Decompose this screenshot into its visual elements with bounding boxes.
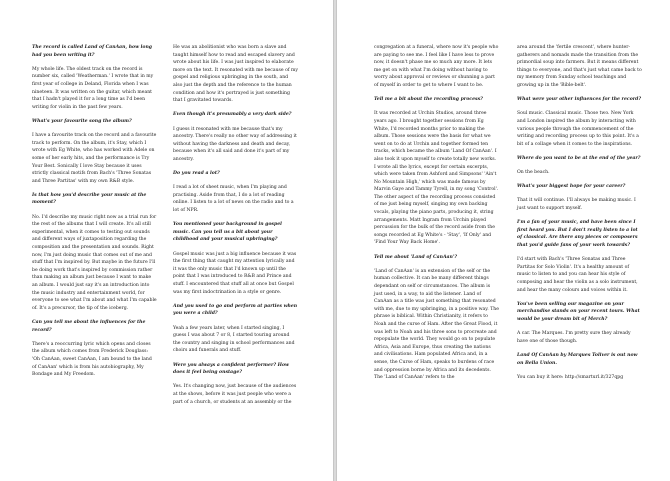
column-4 <box>517 44 642 388</box>
interview-answer: It was recorded at Urchin Studios, around three years ago. I brought together sessions from Eg White, I'd recorded months prior to making the album. Those sessions were the basis for what we went on to do at Urchin and together formed ten tracks, which became the album 'Land Of CanAan'. I also took it upon myself to create totally new works. I wrote all the lyrics, except for certain excerpts, which were taken from Ashford and Simpsons' 'Ain't No Mountain High,' which was made famous by Marvin Gaye and Tammy Tyrell, in my song 'Control'. The other aspect of the recording process consisted of me just being myself, singing my own backing vocals, playing the piano parts, producing it, string arrangements. Matt Ingram from Urchin played percussion for the bulk of the record aside from the songs recorded at Eg White's - 'Stay', 'If Only' and 'Find Your Way Back Home'. <box>374 111 499 246</box>
interview-answer: There's a reoccurring lyric which opens and closes the album which comes from Frederick Douglass: 'Oh CanAan, sweet CanAan, I am bound to the land of CanAan' which is from his autobiography, My Bondage and My Freedom. <box>32 341 152 378</box>
column-3 <box>374 44 499 388</box>
interview-answer: He was an abolitionist who was born a slave and taught himself how to read and escaped slavery and wrote about his life. I was just inspired to elaborate more on the text. It resonated with me because of my gospel and religious upbringing in the south, and also just the depth and the reference to the human condition and how it's portrayed is just something that I gravitated towards. <box>173 45 298 104</box>
interview-question: And you used to go and perform at parties when you were a child? <box>173 303 298 317</box>
interview-answer: No. I'd describe my music right now as a trial run for the rest of the albums that I will create. It's all still experimental, when it comes to testing out sounds and different ways of juxtaposition regarding the composition and the presentation and sounds. Right now, I'm just doing music that comes out of me and stuff that I'm inspired by. But maybe in the future I'll be doing work that's inspired by commission rather than making an album just because I want to make an album. I would just say it's an introduction into the music industry and entertainment world, for everyone to see what I'm about and what I'm capable of. It's a precursor, the tip of the iceberg. <box>32 214 157 311</box>
interview-question: Tell me about 'Land of CanAan'? <box>374 254 457 260</box>
interview-answer: Gospel music was just a big influence because it was the first thing that caught my attention lyrically and it was the only music that I'd known up until the point that I was introduced to R&B and Prince and stuff. I encountered that stuff all at once but Gospel was my first indoctrination in a style or genre. <box>173 251 297 295</box>
interview-answer: I read a lot of sheet music, when I'm playing and practising. Aside from that, I do a lot of reading online. I listen to a lot of news on the radio and to a lot of NPR. <box>173 185 294 214</box>
interview-question: What's your favourite song the album? <box>32 118 132 124</box>
left-page <box>0 0 333 481</box>
interview-question: What's your biggest hope for your career? <box>517 184 626 190</box>
interview-question: You mentioned your background in gospel music. Can you tell us a bit about your childhood and your musical upbringing? <box>173 222 282 243</box>
interview-question: Can you tell me about the influences for the record? <box>32 319 146 333</box>
interview-answer: congregation at a funeral, where now it's people who are paying to see me. I feel like I have less to prove now, it doesn't phase me so much any more. It lets me get on with what I'm doing without having to worry about approval or reviews or shunning a part of myself in order to get to where I want to be. <box>374 45 499 88</box>
column-1 <box>32 44 157 385</box>
column-2 <box>173 44 298 413</box>
interview-answer: That it will continue. I'll always be making music. I just want to support myself. <box>517 198 636 212</box>
interview-answer: My whole life. The oldest track on the record is number six, called 'Weatherman.' I wrote that in my first year of college in Deland, Florida when I was nineteen. It was written on the guitar, which meant that I hadn't played it for a long time as I'd been writing for violin in the past few years. <box>32 66 154 110</box>
interview-answer: A car. The Marques. I'm pretty sure they already have one of those though. <box>517 331 631 344</box>
interview-question: I'm a fan of your music, and have been since I first heard you. But I don't really listen to a lot of classical. Are there any pieces or composers that you'd guide fans of your work towards? <box>517 220 638 249</box>
interview-answer: I have a favourite track on the record and a favourite track to perform. On the album, it's Stay, which I wrote with Eg White, who has worked with Adele on some of her early hits, and the performance is Try Your Best. Sonically I love Stay because it uses strictly classical motifs from Bach's 'Three Sonatas and Three Partitas' with my own R&B style. <box>32 133 157 184</box>
interview-answer: Yeah a few years later, when I started singing, I guess I was about 7 or 8, I started touring around the country and singing in school performances and choirs and funerals and stuff. <box>173 325 295 354</box>
interview-question: What were your other influences for the record? <box>517 97 642 103</box>
interview-answer: 'Land of CanAan' is an extension of the self or the human collective. It can be many different things dependant on self or circumstances. The album is just used, in a way, to aid the listener. Land of CanAan as a title was just something that resonated with me, due to my upbringing, in a positive way. The phrase is biblical. Within Christianity, it refers to Noah and the curse of Ham. After the Great Flood, it was left to Noah and his three sons to procreate and repopulate the world. They would go on to populate Africa, Asia and Europe, thus creating the nations and civilisations. Ham populated Africa and, in a sense, the Curse of Ham, speaks to burdens of race and oppression borne by Africa and its decedents. The 'Land of CanAan' refers to the <box>374 268 499 381</box>
interview-answer: On the beach. <box>517 170 550 176</box>
interview-question: Is that how you'd describe your music at the moment? <box>32 192 147 206</box>
interview-question: Tell me a bit about the recording process? <box>374 97 483 103</box>
interview-question: The record is called Land of CanAan, how long had you been writing it? <box>32 45 153 58</box>
interview-answer: I guess it resonated with me because that's my ancestry. There's really no other way of addressing it without having the darkness and death and decay, because when it's all said and done it's part of my ancestry. <box>173 126 297 162</box>
interview-question: Do you read a lot? <box>173 171 220 177</box>
interview-answer: area around the 'fertile crescent', where hunter-gatherers and nomads made the transition from the primordial soup into farmers. But it means different things to everyone, and that's just what came back to my memory from Sunday school teachings and growing up in the 'Bible-belt'. <box>517 45 642 88</box>
interview-question: Where do you want to be at the end of the year? <box>517 155 641 161</box>
interview-question: You've been selling our magazine on your merchandise stands on your recent tours. What would be your dream bit of Merch? <box>517 301 640 322</box>
interview-question: Even though it's presumably a very dark side? <box>173 112 292 118</box>
interview-question: Were you always a confident performer? How does it feel being onstage? <box>173 362 290 376</box>
interview-answer: Yes. It's changing now, just because of the audiences at the shows, before it was just people who were a part of a church, or students at an assembly or the <box>173 384 297 405</box>
interview-answer: Soul music. Classical music. Those two. New York and London inspired the album by interacting with various people through the commencement of the writing and recording process up to this point. It's a bit of a collage when it comes to the inspirations. <box>517 111 639 147</box>
interview-answer: You can buy it here: http://smarturl.it/327qpg <box>517 374 624 380</box>
interview-question: Land Of CanAan by Marques Toliver is out now on Bella Union. <box>517 352 638 366</box>
right-page <box>337 0 670 481</box>
interview-answer: I'd start with Bach's 'Three Sonatas and Three Partitas for Solo Violin'. It's a healthy amount of music to listen to and you can hear his style of composing and hear the violin as a solo instrument, and hear the many colours and voices within it. <box>517 257 638 293</box>
